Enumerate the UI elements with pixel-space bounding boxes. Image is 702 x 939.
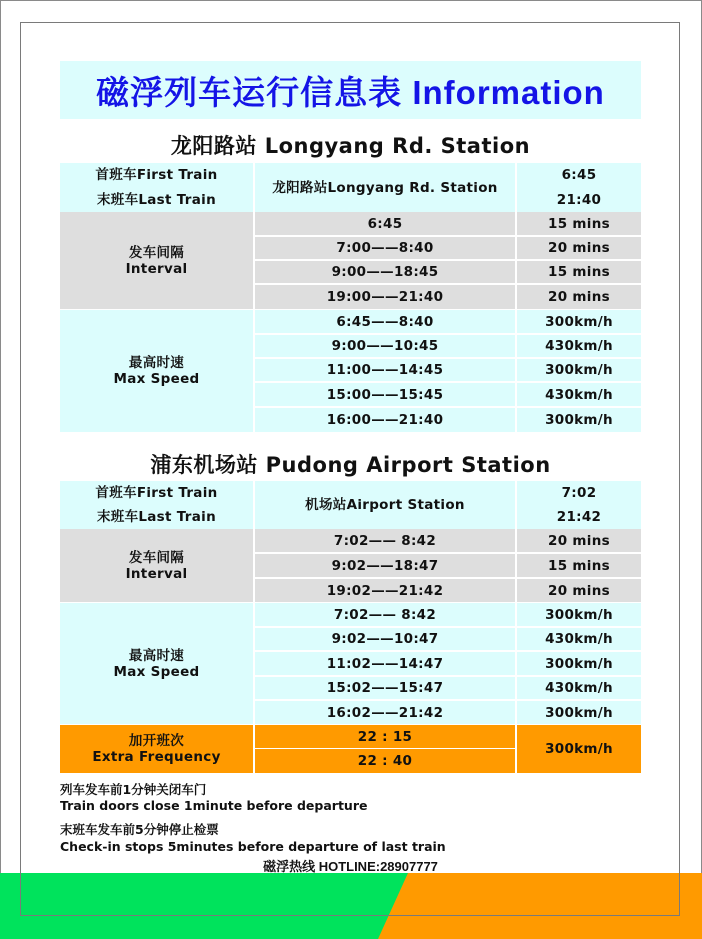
speed-time: 16:02——21:42 <box>255 701 515 724</box>
extra-time: 22 : 40 <box>255 749 515 773</box>
pudong-station-heading: 浦东机场站 Pudong Airport Station <box>150 453 551 477</box>
extra-frequency-label-en: Extra Frequency <box>92 749 221 765</box>
interval-value: 15 mins <box>517 212 641 235</box>
last-train-time: 21:40 <box>517 187 641 212</box>
interval-label-en: Interval <box>125 565 188 582</box>
title-banner <box>60 61 641 119</box>
interval-value: 20 mins <box>517 529 641 552</box>
door-note-cn: 列车发车前1分钟关闭车门 <box>60 782 207 797</box>
interval-time: 9:02——18:47 <box>255 554 515 577</box>
speed-value: 300km/h <box>517 359 641 381</box>
speed-time: 7:02—— 8:42 <box>255 603 515 626</box>
checkin-note-cn: 末班车发车前5分钟停止检票 <box>60 822 219 837</box>
interval-value: 20 mins <box>517 579 641 602</box>
first-train-time: 7:02 <box>517 481 641 505</box>
max-speed-label-en: Max Speed <box>113 371 200 387</box>
extra-frequency-label <box>60 725 253 773</box>
interval-time: 7:02—— 8:42 <box>255 529 515 552</box>
door-note-en: Train doors close 1minute before departure <box>60 798 368 813</box>
speed-time: 15:02——15:47 <box>255 677 515 699</box>
extra-time: 22 : 15 <box>255 725 515 748</box>
first-train-time: 6:45 <box>517 163 641 187</box>
speed-value: 300km/h <box>517 310 641 333</box>
station-name: 龙阳路站Longyang Rd. Station <box>255 163 515 212</box>
speed-time: 9:02——10:47 <box>255 628 515 650</box>
interval-time: 19:02——21:42 <box>255 579 515 602</box>
interval-label-en: Interval <box>125 260 188 277</box>
interval-label-cn: 发车间隔 <box>128 549 185 566</box>
first-train-label: 首班车First Train <box>60 481 253 505</box>
checkin-note-en: Check-in stops 5minutes before departure of last train <box>60 839 446 854</box>
interval-time: 9:00——18:45 <box>255 261 515 283</box>
interval-label <box>60 529 253 602</box>
interval-label-cn: 发车间隔 <box>128 244 185 261</box>
interval-value: 15 mins <box>517 261 641 283</box>
speed-value: 300km/h <box>517 603 641 626</box>
speed-value: 300km/h <box>517 652 641 675</box>
max-speed-label-cn: 最高时速 <box>128 647 185 664</box>
speed-value: 430km/h <box>517 383 641 406</box>
last-train-label: 末班车Last Train <box>60 505 253 529</box>
page-title: 磁浮列车运行信息表 Information <box>96 73 605 111</box>
station-name: 机场站Airport Station <box>255 481 515 529</box>
extra-frequency-label-cn: 加开班次 <box>128 733 185 749</box>
speed-time: 9:00——10:45 <box>255 335 515 357</box>
last-train-time: 21:42 <box>517 505 641 529</box>
interval-value: 20 mins <box>517 285 641 309</box>
speed-time: 16:00——21:40 <box>255 408 515 432</box>
interval-value: 20 mins <box>517 237 641 259</box>
interval-time: 6:45 <box>255 212 515 235</box>
speed-value: 300km/h <box>517 701 641 724</box>
longyang-station-heading: 龙阳路站 Longyang Rd. Station <box>170 134 531 158</box>
max-speed-label <box>60 310 253 432</box>
first-train-label: 首班车First Train <box>60 163 253 187</box>
max-speed-label <box>60 603 253 724</box>
interval-time: 7:00——8:40 <box>255 237 515 259</box>
speed-value: 430km/h <box>517 628 641 650</box>
speed-value: 430km/h <box>517 677 641 699</box>
interval-label <box>60 212 253 309</box>
speed-value: 300km/h <box>517 408 641 432</box>
hotline: 磁浮热线 HOTLINE:28907777 <box>263 859 438 874</box>
max-speed-label-cn: 最高时速 <box>128 355 185 371</box>
extra-speed-value: 300km/h <box>517 725 641 773</box>
speed-time: 6:45——8:40 <box>255 310 515 333</box>
interval-value: 15 mins <box>517 554 641 577</box>
interval-time: 19:00——21:40 <box>255 285 515 309</box>
speed-time: 11:00——14:45 <box>255 359 515 381</box>
speed-time: 11:02——14:47 <box>255 652 515 675</box>
speed-time: 15:00——15:45 <box>255 383 515 406</box>
last-train-label: 末班车Last Train <box>60 187 253 212</box>
speed-value: 430km/h <box>517 335 641 357</box>
max-speed-label-en: Max Speed <box>113 663 200 680</box>
